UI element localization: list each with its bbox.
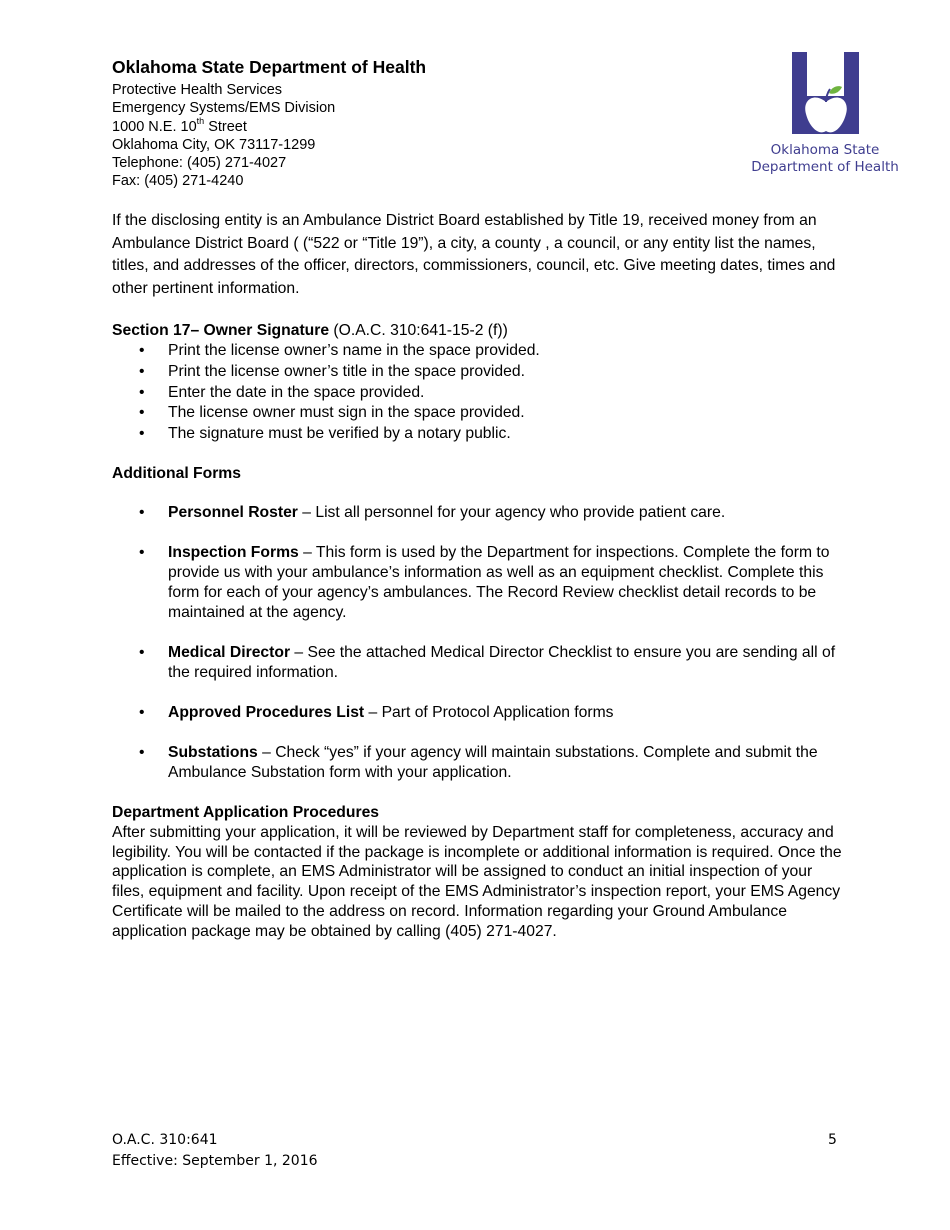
list-item: • Enter the date in the space provided. [112,383,842,404]
telephone: Telephone: (405) 271-4027 [112,155,287,172]
section-17-citation: (O.A.C. 310:641-15-2 (f)) [329,322,508,339]
logo-wordmark [750,142,900,176]
street-address [112,115,426,136]
form-term: Inspection Forms [168,544,299,561]
form-description: – List all personnel for your agency who provide patient care. [297,504,726,521]
division-line: Protective Health Services [112,82,283,98]
list-item: • The signature must be verified by a notary public. [112,424,842,445]
section-17-heading [112,320,842,341]
section-17 [112,320,842,445]
logo-line-2: Department of Health [751,159,899,175]
street-suffix-sup: th [196,115,205,126]
form-description: – See the attached Medical Director Checklist to ensure you are sending all of the required information. [168,644,836,681]
department-procedures-text: After submitting your application, it will be reviewed by Department staff for completeness, accuracy and legibility. You will be contacted if the package is incomplete or additional information is required. Once the application is complete, an EMS Administrator will be assigned to conduct an initial inspection of your files, equipment and facility. Upon receipt of the EMS Administrator’s inspection report, your EMS Agency Certificate will be mailed to the address on record. Information regarding your Ground Ambulance application package may be obtained by calling (405) 271-4027. [112,823,842,940]
intro-paragraph: If the disclosing entity is an Ambulance District Board established by Title 19, received money from an Ambulance District Board ( (“522 or “Title 19”), a city, a county , a council, or any entity list the names, titles, and addresses of the officer, directors, commissioners, council, etc. Give meeting dates, times and other pertinent information. [112,212,836,297]
section-17-title: Section 17– Owner Signature [112,322,330,339]
street-number: 1000 N.E. 10 [112,118,197,135]
additional-forms-heading: Additional Forms [112,465,241,482]
department-procedures [112,803,842,942]
letterhead [112,56,426,191]
list-item [112,743,842,783]
fax: Fax: (405) 271-4240 [112,173,244,190]
list-item: • Print the license owner’s name in the space provided. [112,341,842,362]
footer-code: O.A.C. 310:641 [112,1132,218,1148]
section-17-list [112,341,842,445]
osdh-logo [750,52,902,178]
list-item [112,543,842,623]
list-item: • The license owner must sign in the space provided. [112,403,842,424]
division-line: Emergency Systems/EMS Division [112,100,336,117]
footer-effective-date: Effective: September 1, 2016 [112,1153,318,1169]
osdh-h-apple-icon [750,52,902,142]
org-name: Oklahoma State Department of Health [112,57,427,77]
form-term: Approved Procedures List [168,704,365,721]
logo-line-1: Oklahoma State [770,142,880,158]
page-number: 5 [828,1132,837,1148]
form-description: – This form is used by the Department for inspections. Complete the form to provide us with your ambulance’s information as well as an equipment checklist. Complete this form for each of your agency’s ambulances. The Record Review checklist detail records to be maintained at the agency. [168,544,830,621]
form-term: Medical Director [168,644,291,661]
department-procedures-heading: Department Application Procedures [112,804,380,821]
form-term: Substations [168,744,258,761]
additional-forms-list [112,503,842,803]
list-item [112,503,842,523]
city-line: Oklahoma City, OK 73117-1299 [112,136,316,153]
form-term: Personnel Roster [168,504,298,521]
street-name: Street [204,118,247,135]
list-item: • Print the license owner’s title in the space provided. [112,362,842,383]
list-item [112,643,842,683]
form-description: – Check “yes” if your agency will maintain substations. Complete and submit the Ambulance Substation form with your application. [168,744,818,781]
form-description: – Part of Protocol Application forms [364,704,614,721]
page-footer [112,1130,318,1172]
list-item [112,703,842,723]
